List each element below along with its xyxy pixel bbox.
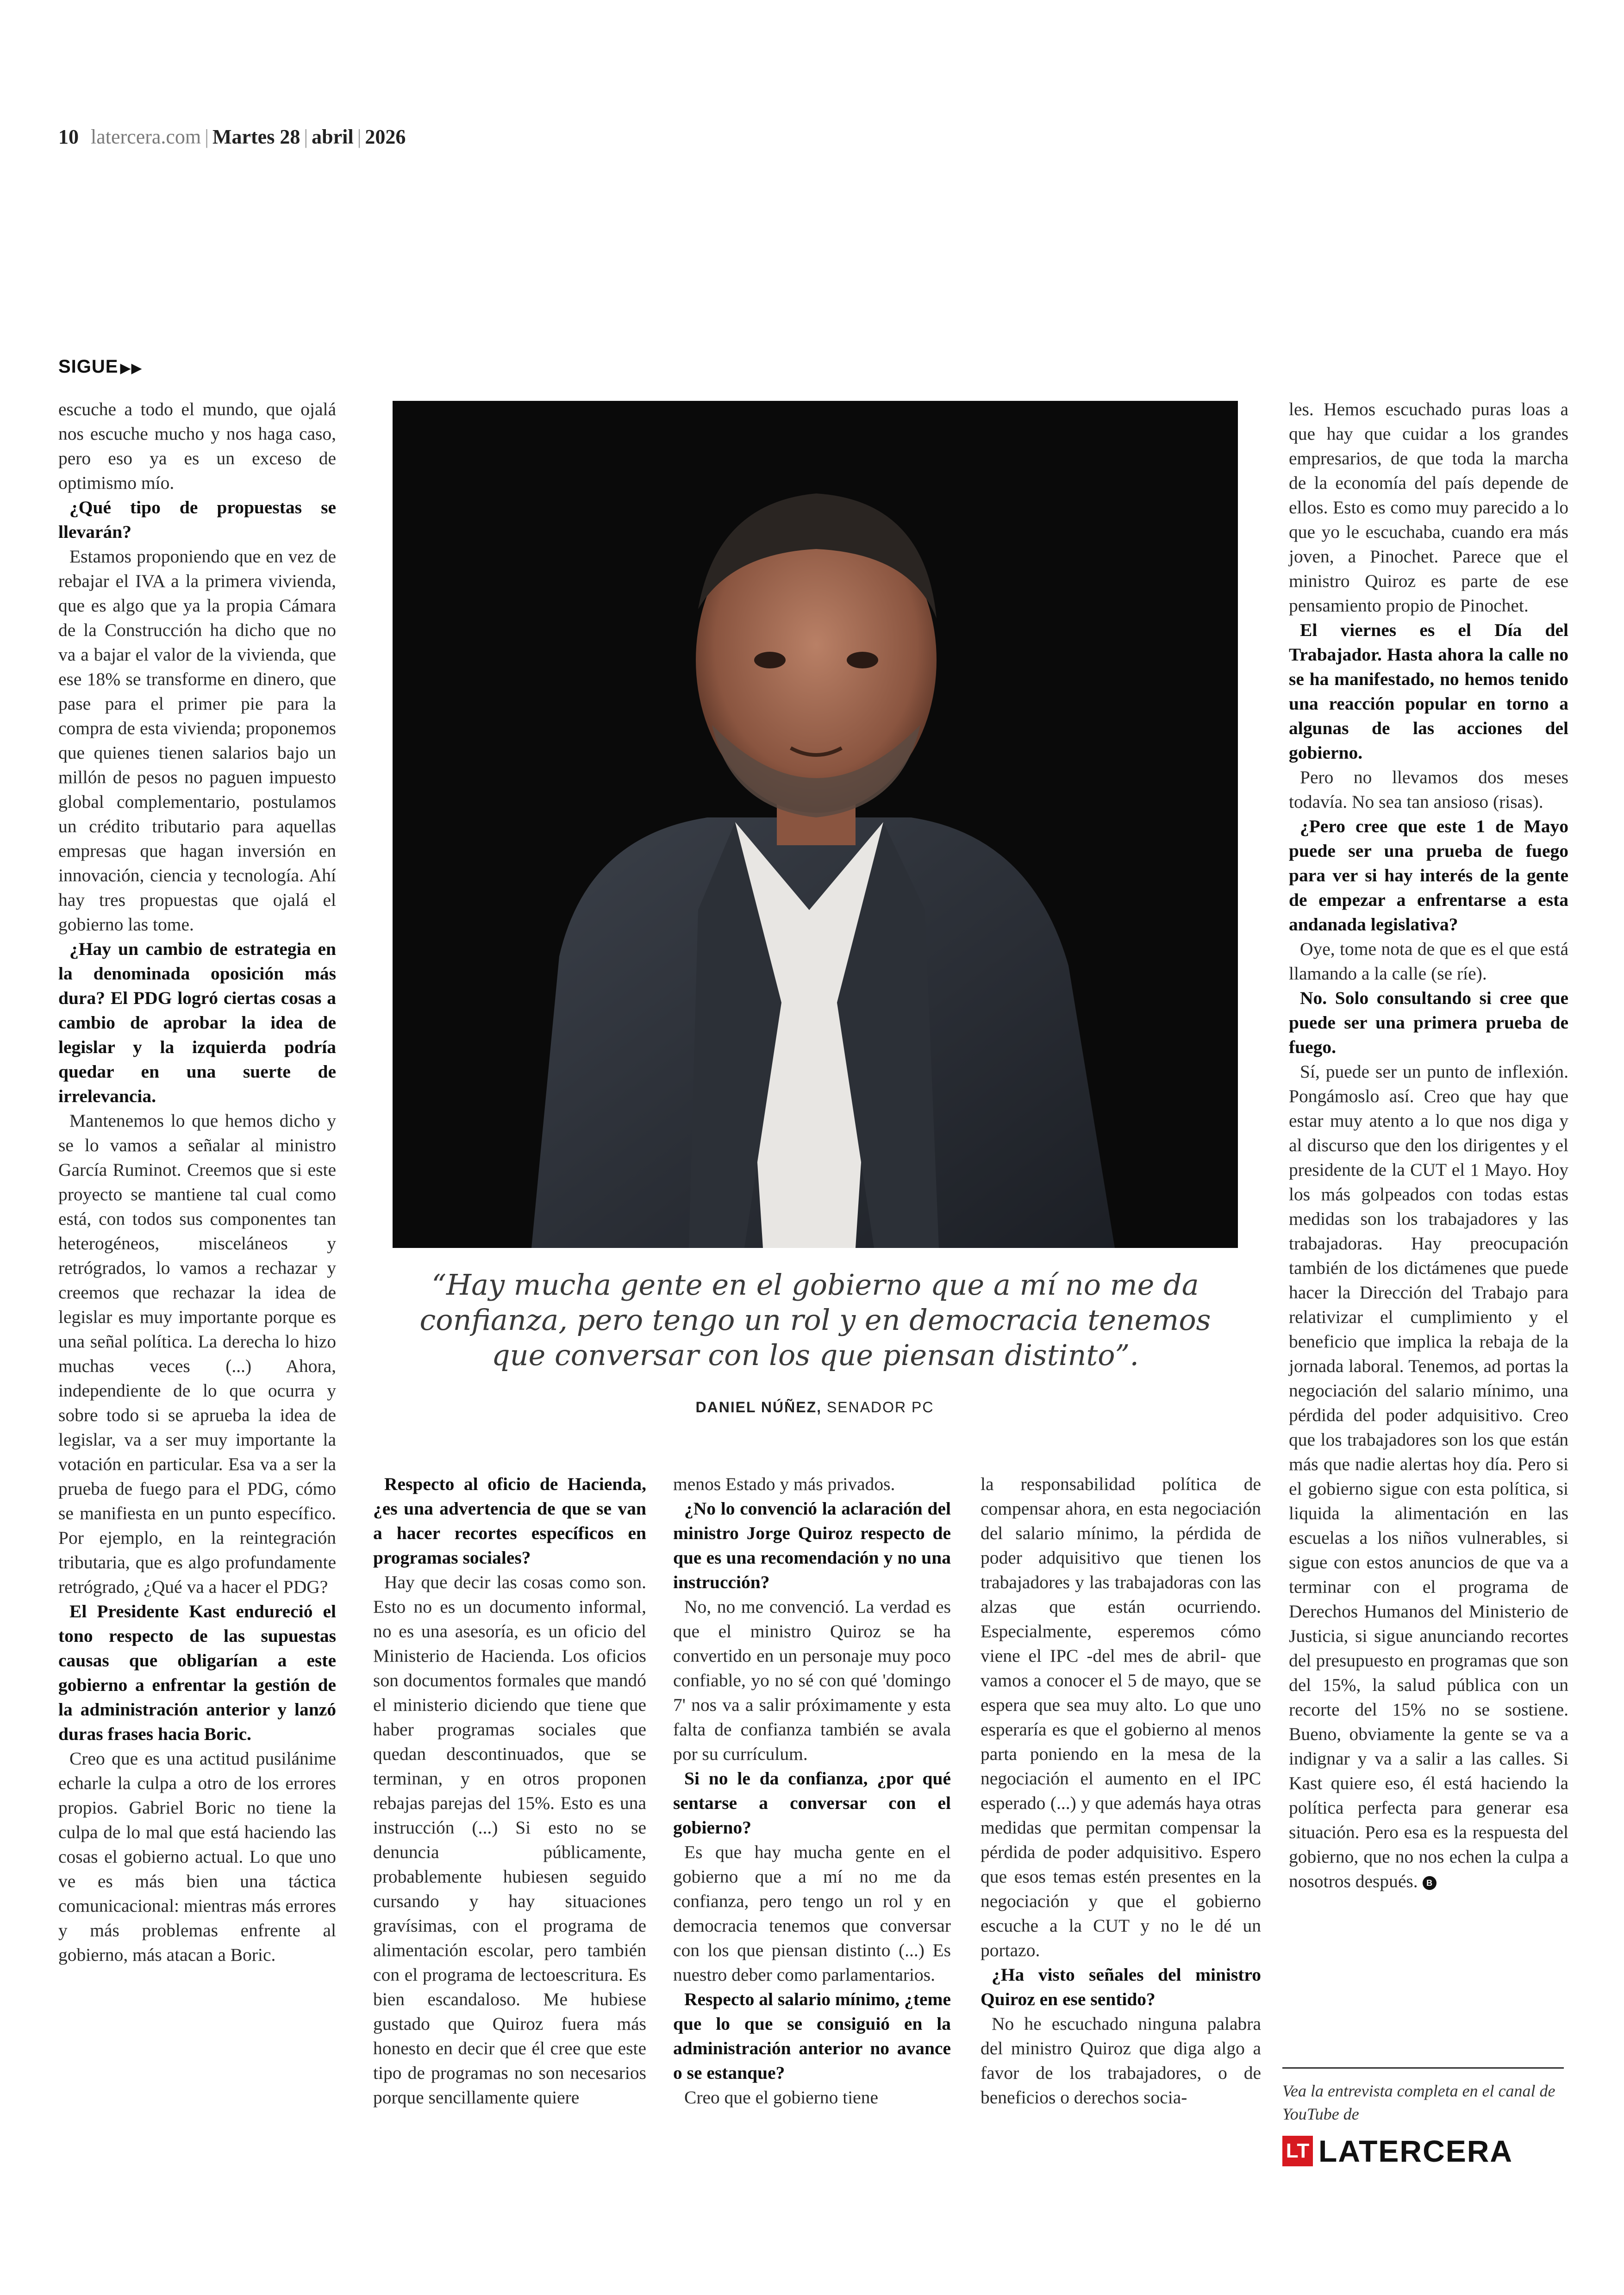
interview-question: Respecto al oficio de Hacienda, ¿es una advertencia de que se van a hacer recortes específicos en programas sociales? <box>373 1474 646 1568</box>
interview-answer: menos Estado y más privados. <box>673 1474 895 1494</box>
interview-answer: Hay que decir las cosas como son. Esto no es un documento informal, no es una asesoría, es un oficio del Ministerio de Hacienda. Los oficios son documentos formales que mandó el ministerio diciendo que tiene que haber programas sociales que quedan descontinuados, que se terminan, y en otros proponen rebajas parejas del 15%. Esto es una instrucción (...) Si esto no se denuncia públicamente, probablemente hubiesen seguido cursando y hay situaciones gravísimas, con el programa de alimentación escolar, pero también con el programa de lectoescritura. Es bien escandaloso. Me hubiese gustado que Quiroz fuera más honesto en decir que él cree que este tipo de programas no son necesarios porque sencillamente quiere <box>373 1572 646 2108</box>
lt-logo-icon: LT <box>1282 2136 1313 2166</box>
date-month: abril <box>312 125 354 148</box>
portrait-photo <box>393 401 1238 1248</box>
interview-answer: Creo que es una actitud pusilánime echarle la culpa a otro de los errores propios. Gabriel Boric no tiene la culpa de lo mal que está haciendo las cosas el gobierno actual. Lo que uno ve es más bien una táctica comunicacional: mientras más errores y más problemas enfrente al gobierno, más atacan a Boric. <box>58 1748 336 1965</box>
end-of-article-icon: B <box>1423 1876 1437 1890</box>
interview-question: ¿No lo convenció la aclaración del ministro Jorge Quiroz respecto de que es una recomendación y no una instrucción? <box>673 1498 951 1592</box>
article-column-2 <box>373 1472 646 2110</box>
interview-answer: Es que hay mucha gente en el gobierno que a mí no me da confianza, pero tengo un rol y en democracia tenemos que conversar con los que piensan distinto (...) Es nuestro deber como parlamentarios. <box>673 1842 951 1985</box>
continue-arrows-icon: ▶▶ <box>120 361 143 376</box>
date-year: 2026 <box>365 125 406 148</box>
credit-name: DANIEL NÚÑEZ, <box>695 1399 822 1416</box>
interview-answer: Creo que el gobierno tiene <box>684 2087 878 2108</box>
interview-answer: Estamos proponiendo que en vez de rebajar el IVA a la primera vivienda, que es algo que ya la propia Cámara de la Construcción ha dicho que no va a bajar el valor de la vivienda, que ese 18% se transforme en dinero, que pase para el primer pie para la compra de esta vivienda; proponemos que quienes tienen salarios bajo un millón de pesos no paguen impuesto global complementario, postulamos un crédito tributario para aquellas empresas que hagan inversión en innovación, ciencia y tecnología. Ahí hay tres propuestas que ojalá el gobierno las tome. <box>58 546 336 935</box>
interview-answer: Oye, tome nota de que es el que está llamando a la calle (se ríe). <box>1289 939 1568 984</box>
interview-answer: No he escuchado ninguna palabra del ministro Quiroz que diga algo a favor de los trabajadores, o de beneficios o derechos socia- <box>981 2014 1261 2108</box>
interview-answer: escuche a todo el mundo, que ojalá nos escuche mucho y nos haga caso, pero eso ya es un exceso de optimismo mío. <box>58 399 336 493</box>
interview-question: ¿Qué tipo de propuestas se llevarán? <box>58 497 336 542</box>
article-column-1 <box>58 397 336 1967</box>
site-name: latercera.com <box>91 125 201 148</box>
latercera-logo <box>1282 2135 1513 2167</box>
interview-answer: Mantenemos lo que hemos dicho y se lo vamos a señalar al ministro García Ruminot. Creemos que si este proyecto se mantiene tal cual como está, con todos sus componentes tan heterogéneos, misceláneos y retrógrados, lo vamos a rechazar y creemos que rechazar la idea de legislar es muy importante porque es una señal política. La derecha lo hizo muchas veces (...) Ahora, independiente de lo que ocurra y sobre todo si se aprueba la idea de legislar, va a ser muy importante la votación en particular. Esa va a ser la prueba de fuego para el PDG, cómo se manifiesta en un punto específico. Por ejemplo, en la reintegración tributaria, que es algo profundamente retrógrado, ¿Qué va a hacer el PDG? <box>58 1110 336 1597</box>
promo-text: Vea la entrevista completa en el canal de YouTube de <box>1282 2082 1555 2123</box>
interview-question: El Presidente Kast endureció el tono respecto de las supuestas causas que obligarían a este gobierno a enfrentar la gestión de la administración anterior y lanzó duras frases hacia Boric. <box>58 1601 336 1744</box>
interview-answer: Sí, puede ser un punto de inflexión. Pongámoslo así. Creo que hay que estar muy atento a lo que nos diga y al discurso que den los dirigentes y el presidente de la CUT el 1 Mayo. Hoy los más golpeados con todas estas medidas son los trabajadores y las trabajadoras. Hay preocupación también de los dictámenes que puede hacer la Dirección del Trabajo para relativizar el cumplimiento y el beneficio que implica la rebaja de la jornada laboral. Tenemos, ad portas la negociación del salario mínimo, una pérdida del poder adquisitivo. Creo que los trabajadores son los que están más que nadie alertas hoy día. Pero si el gobierno sigue con esta política, si liquida la alimentación en las escuelas a los niños vulnerables, si sigue con estos anuncios de que va a terminar con el programa de Derechos Humanos del Ministerio de Justicia, si sigue anunciando recortes del presupuesto en programas que son del 15%, la salud pública con un recorte del 15% no se sostiene. Bueno, obviamente la gente se va a indignar y va a salir a las calles. Si Kast quiere eso, él está haciendo la política perfecta para generar esa situación. Pero esa es la respuesta del gobierno, que no nos echen la culpa a nosotros después. B <box>1289 1061 1568 1891</box>
section-label-text: SIGUE <box>58 356 119 377</box>
interview-answer: No, no me convenció. La verdad es que el ministro Quiroz se ha convertido en un personaje muy poco confiable, yo no sé con qué 'domingo 7' nos va a salir próximamente y esta falta de confianza también se avala por su currículum. <box>673 1597 951 1764</box>
photo-credit <box>602 1399 1028 1416</box>
interview-answer: les. Hemos escuchado puras loas a que hay que cuidar a los grandes empresarios, de que toda la marcha de la economía del país depende de ellos. Esto es como muy parecido a lo que yo le escuchaba, cuando era más joven, a Pinochet. Parece que el ministro Quiroz es parte de ese pensamiento propio de Pinochet. <box>1289 399 1568 616</box>
page-number: 10 <box>58 125 79 148</box>
article-column-3 <box>673 1472 951 2110</box>
credit-role: SENADOR PC <box>826 1399 934 1416</box>
promo-divider <box>1282 2067 1564 2069</box>
interview-answer: Pero no llevamos dos meses todavía. No sea tan ansioso (risas). <box>1289 767 1568 812</box>
interview-question: El viernes es el Día del Trabajador. Hasta ahora la calle no se ha manifestado, no hemos tenido una reacción popular en torno a algunas de las acciones del gobierno. <box>1289 620 1568 763</box>
interview-question: No. Solo consultando si cree que puede ser una primera prueba de fuego. <box>1289 988 1568 1057</box>
article-column-4 <box>981 1472 1261 2110</box>
interview-question: ¿Hay un cambio de estrategia en la denominada oposición más dura? El PDG logró ciertas cosas a cambio de aprobar la idea de legislar y la izquierda podría quedar en una suerte de irrelevancia. <box>58 939 336 1106</box>
interview-question: ¿Pero cree que este 1 de Mayo puede ser una prueba de fuego para ver si hay interés de la gente de empezar a enfrentarse a esta andanada legislativa? <box>1289 816 1568 935</box>
interview-question: Si no le da confianza, ¿por qué sentarse a conversar con el gobierno? <box>673 1768 951 1838</box>
section-label <box>58 356 143 377</box>
portrait-illustration <box>393 401 1238 1248</box>
page-folio: 10 latercera.com | Martes 28 | abril | 2026 <box>58 125 406 148</box>
interview-question: ¿Ha visto señales del ministro Quiroz en ese sentido? <box>981 1964 1261 2009</box>
interview-answer: la responsabilidad política de compensar ahora, en esta negociación del salario mínimo, la pérdida de poder adquisitivo que tienen los trabajadores y las trabajadoras con las alzas que están ocurriendo. Especialmente, esperemos cómo viene el IPC -del mes de abril- que vamos a conocer el 5 de mayo, que se espera que sea muy alto. Lo que uno esperaría es que el gobierno al menos parta poniendo en la mesa de la negociación el aumento en el IPC esperado (...) y que además haya otras medidas que permitan compensar la pérdida de poder adquisitivo. Espero que esos temas estén presentes en la negociación y que el gobierno escuche a la CUT y no le dé un portazo. <box>981 1474 1261 1960</box>
pull-quote: “Hay mucha gente en el gobierno que a mí no me da confianza, pero tengo un rol y en democracia tenemos que conversar con los que piensan distinto”. <box>419 1268 1211 1372</box>
logo-wordmark: LATERCERA <box>1318 2134 1513 2168</box>
interview-question: Respecto al salario mínimo, ¿teme que lo que se consiguió en la administración anterior no avance o se estanque? <box>673 1989 951 2083</box>
article-column-5 <box>1289 397 1568 1894</box>
date-day: Martes 28 <box>212 125 300 148</box>
